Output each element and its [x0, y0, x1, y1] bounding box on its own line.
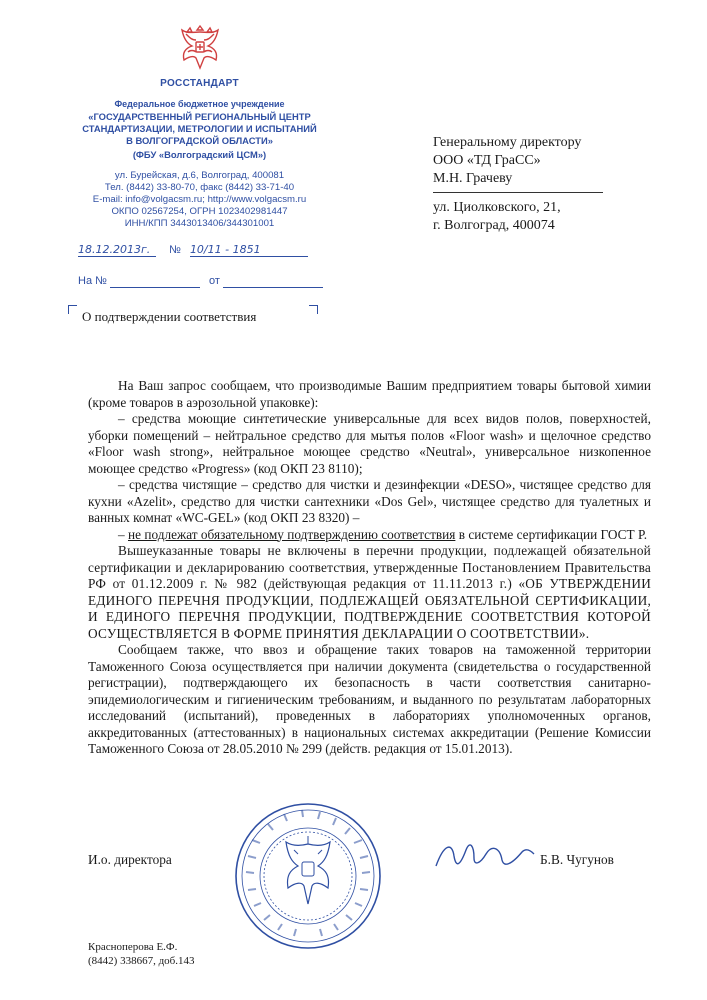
- body-paragraph: – средства моющие синтетические универсальные для всех видов полов, поверхностей, уборки помещений – нейтральное средство для мытья полов «Floor wash» и щелочное средство «Floor wash strong», нейтральное моющее средство «Neutral», универсальное низкопенное моющее средство «Progress» (код ОКП 23 8110);: [88, 411, 651, 476]
- org-contacts: [62, 170, 337, 230]
- addressee-line: М.Н. Грачеву: [433, 171, 513, 186]
- executor-block: [88, 940, 195, 968]
- contact-line: ул. Бурейская, д.6, Волгоград, 400081: [114, 170, 285, 181]
- statement-rest: в системе сертификации ГОСТ Р.: [455, 526, 648, 542]
- subject-corner-left: [68, 305, 77, 314]
- org-name-line: СТАНДАРТИЗАЦИИ, МЕТРОЛОГИИ И ИСПЫТАНИЙ: [82, 123, 317, 134]
- letter-body: [88, 378, 651, 758]
- reference-number-label: На №: [78, 275, 107, 287]
- executor-name: Красноперова Е.Ф.: [88, 941, 178, 953]
- executor-phone: (8442) 338667, доб.143: [88, 955, 195, 967]
- body-paragraph: Сообщаем также, что ввоз и обращение таких товаров на таможенной территории Таможенного Союза осуществляется при наличии документа (свидетельства о государственной регистрации), подтверждающего их безопасность в части соответствия санитарно-эпидемиологическим и гигиеническим требованиям, и выданного по результатам лабораторных исследований (испытаний), проведенных в лабораториях уполномоченных органов, аккредитованных (аттестованных) в национальных системах аккредитации (Решение Комиссии Таможенного Союза от 28.05.2010 № 299 (действ. редакция от 15.01.2013).: [88, 642, 651, 756]
- subject-block: [68, 305, 318, 327]
- body-paragraph: – средства чистящие – средство для чистки и дезинфекции «DESO», чистящее средство для кухни «Azelit», средство для чистки сантехники «Dos Gel», чистящее средство для туалетных и ванных комнат «WC-GEL» (код ОКП 23 8320) –: [88, 477, 651, 525]
- org-name-line: В ВОЛГОГРАДСКОЙ ОБЛАСТИ»: [126, 135, 273, 146]
- contact-line: Тел. (8442) 33-80-70, факс (8442) 33-71-40: [104, 182, 295, 193]
- body-paragraph: – не подлежат обязательному подтверждению соответствия в системе сертификации ГОСТ Р.: [118, 526, 648, 542]
- reference-date-blank: [223, 275, 323, 288]
- contact-line: ОКПО 02567254, ОГРН 1023402981447: [111, 206, 288, 217]
- reference-line: [78, 275, 328, 288]
- double-headed-eagle-emblem: [176, 20, 224, 72]
- registration-line: [78, 243, 328, 257]
- signatory-name: Б.В. Чугунов: [540, 852, 614, 867]
- agency-name: РОССТАНДАРТ: [160, 78, 239, 89]
- subject-text: О подтверждении соответствия: [82, 309, 257, 324]
- addressee-divider: [433, 192, 603, 193]
- org-abbreviation: (ФБУ «Волгоградский ЦСМ»): [132, 149, 267, 160]
- body-paragraph: Вышеуказанные товары не включены в перечни продукции, подлежащей обязательной сертификации и декларированию соответствия, утвержденные Постановлением Правительства РФ от 01.12.2009 г. № 982 (действующая редакция от 11.11.2013 г.) «ОБ УТВЕРЖДЕНИИ ЕДИНОГО ПЕРЕЧНЯ ПРОДУКЦИИ, ПОДЛЕЖАЩЕЙ ОБЯЗАТЕЛЬНОЙ СЕРТИФИКАЦИИ, И ЕДИНОГО ПЕРЕЧНЯ ПРОДУКЦИИ, ПОДТВЕРЖДЕНИЕ СООТВЕТСТВИЯ КОТОРОЙ ОСУЩЕСТВЛЯЕТСЯ В ФОРМЕ ПРИНЯТИЯ ДЕКЛАРАЦИИ О СООТВЕТСТВИИ».: [88, 543, 651, 641]
- reference-date-label: от: [209, 275, 220, 287]
- address-line: г. Волгоград, 400074: [433, 218, 555, 233]
- addressee-block: [433, 134, 613, 235]
- subject-corner-right: [309, 305, 318, 314]
- reference-number-blank: [110, 275, 200, 288]
- body-paragraph: На Ваш запрос сообщаем, что производимые Вашим предприятием товары бытовой химии (кроме товаров в аэрозольной упаковке):: [88, 378, 651, 410]
- official-seal: [232, 800, 384, 952]
- registration-number: 10/11 - 1851: [190, 243, 308, 257]
- registration-number-label: №: [169, 244, 181, 256]
- org-name: [62, 111, 337, 147]
- addressee-line: Генеральному директору: [433, 135, 582, 150]
- registration-date: 18.12.2013г.: [78, 243, 156, 257]
- addressee-line: ООО «ТД ГраСС»: [433, 153, 541, 168]
- contact-line: ИНН/КПП 3443013406/344301001: [124, 218, 275, 229]
- address-line: ул. Циолковского, 21,: [433, 200, 561, 215]
- org-type: Федеральное бюджетное учреждение: [114, 99, 285, 109]
- org-name-line: «ГОСУДАРСТВЕННЫЙ РЕГИОНАЛЬНЫЙ ЦЕНТР: [88, 111, 311, 122]
- letterhead: [62, 20, 337, 230]
- signatory-title: И.о. директора: [88, 852, 172, 867]
- underlined-statement: не подлежат обязательному подтверждению соответствия: [127, 526, 456, 542]
- handwritten-signature: [430, 836, 540, 876]
- contact-line: E-mail: info@volgacsm.ru; http://www.volgacsm.ru: [92, 194, 307, 205]
